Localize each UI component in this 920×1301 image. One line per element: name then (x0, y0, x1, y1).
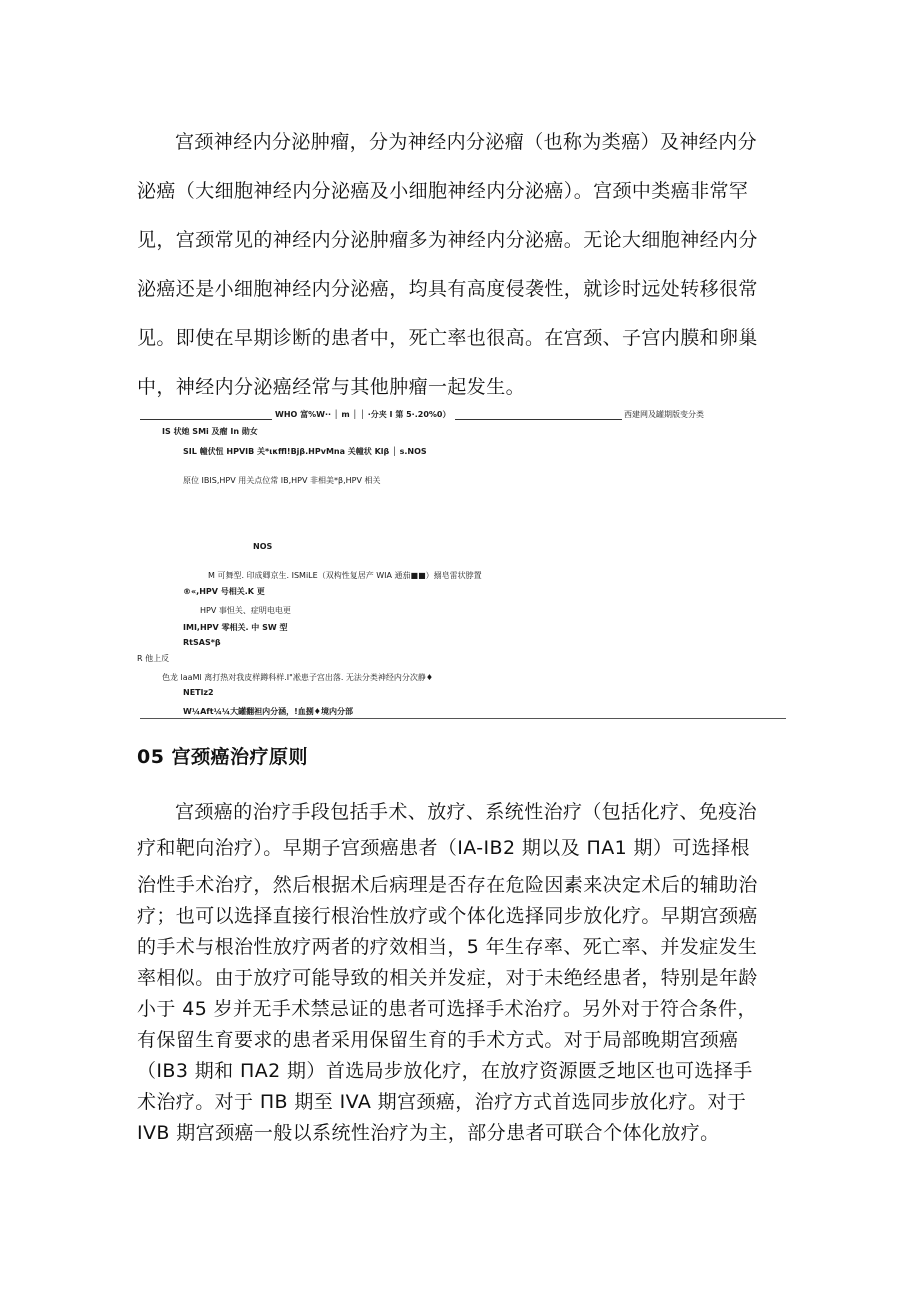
intro-line: 泌癌（大细胞神经内分泌癌及小细胞神经内分泌癌）。宫颈中类癌非常罕 (137, 180, 749, 202)
table-row: IMI,HPV 零相关. 中 SW 型 (183, 623, 288, 632)
table-bottom-rule (140, 718, 786, 719)
treatment-line: （IB3 期和 ΠA2 期）首选局步放化疗，在放疗资源匮乏地区也可选择手 (137, 1060, 753, 1082)
table-row: IS 状她 SMi 及瘤 In 勋女 (162, 427, 258, 436)
treatment-line: 疗；也可以选择直接行根治性放疗或个体化选择同步放化疗。早期宫颈癌 (137, 905, 758, 927)
treatment-line: 治性手术治疗，然后根据术后病理是否存在危险因素来决定术后的辅助治 (137, 874, 758, 896)
treatment-line: 率相似。由于放疗可能导致的相关并发症，对于未绝经患者，特别是年龄 (137, 967, 758, 989)
table-row: ®«,HPV 号相关.K 更 (183, 587, 265, 596)
treatment-line: IVB 期宫颈癌一般以系统性治疗为主，部分患者可联合个体化放疗。 (137, 1122, 720, 1144)
intro-line: 见，宫颈常见的神经内分泌肿瘤多为神经内分泌癌。无论大细胞神经内分 (137, 229, 758, 251)
table-row: RtSAS*β (183, 638, 221, 647)
table-header-right: 西建网及罐期版变分类 (624, 410, 704, 419)
table-row: SIL 幢伏忸 HPVIB 关*ικffl!Bjβ.HPvMna 关幢状 Klβ │ s.NOS (183, 447, 427, 456)
table-top-rule (455, 419, 622, 420)
intro-line: 见。即使在早期诊断的患者中，死亡率也很高。在宫颈、子宫内膜和卵巢 (137, 327, 758, 349)
treatment-line: 小于 45 岁并无手术禁忌证的患者可选择手术治疗。另外对于符合条件， (137, 998, 757, 1020)
table-row: M 可舞型. 印成卿京生. ISMiLE（双构性复居产 WIA 通茄■■）搦皂雷状脖置 (208, 571, 482, 580)
treatment-line: 宫颈癌的治疗手段包括手术、放疗、系统性治疗（包括化疗、免疫治 (175, 801, 758, 823)
table-row: NETlz2 (183, 688, 214, 697)
intro-line: 宫颈神经内分泌肿瘤，分为神经内分泌瘤（也称为类癌）及神经内分 (175, 131, 758, 153)
table-row: W¼Aft¼¼大罐翻袒内分涵，!血捌♦境内分部 (183, 707, 353, 716)
intro-line: 泌癌还是小细胞神经内分泌癌，均具有高度侵袭性，就诊时远处转移很常 (137, 278, 758, 300)
treatment-line: 术治疗。对于 ΠB 期至 IVA 期宫颈癌，治疗方式首选同步放化疗。对于 (137, 1091, 747, 1113)
classification-table (0, 400, 920, 730)
treatment-line: 的手术与根治性放疗两者的疗效相当，5 年生存率、死亡率、并发症发生 (137, 936, 758, 958)
section-heading: 05 宫颈癌治疗原则 (137, 746, 309, 768)
treatment-line: 疗和靶向治疗）。早期子宫颈癌患者（IA-IB2 期以及 ΠA1 期）可选择根 (137, 837, 750, 859)
treatment-line: 有保留生育要求的患者采用保留生育的手术方式。对于局部晚期宫颈癌 (137, 1029, 739, 1051)
table-top-rule (140, 419, 272, 420)
table-row: 色龙 laaMl 离打热对我皮样蹲科样.I"凇患子宫出落. 无法分类神经内分次静♦ (162, 673, 434, 682)
table-row: HPV 事怛关、症明电电更 (200, 606, 291, 615)
table-header-who: WHO 富%W·· │ m │ │ ·分夹 I 第 5·.20%0） (275, 410, 451, 419)
intro-paragraph (137, 118, 783, 412)
table-row: R 他上反 (137, 654, 170, 663)
intro-line: 中，神经内分泌癌经常与其他肿瘤一起发生。 (137, 376, 526, 398)
treatment-paragraph (137, 792, 783, 1149)
table-row: 原位 IBIS,HPV 用关点位常 IB,HPV 非相美*β,HPV 相关 (183, 476, 381, 485)
table-row: NOS (253, 542, 273, 551)
